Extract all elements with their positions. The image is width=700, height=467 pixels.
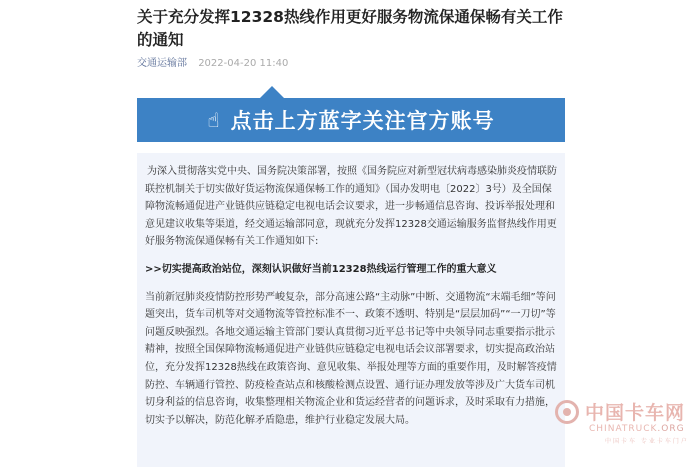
author-link[interactable]: 交通运输部 (137, 58, 187, 69)
section-heading: >>切实提高政治站位，深刻认识做好当前12328热线运行管理工作的重大意义 (145, 263, 497, 275)
up-arrow-icon (260, 86, 284, 98)
article-body (137, 153, 565, 467)
follow-banner-text: 点击上方蓝字关注官方账号 (230, 109, 495, 133)
watermark-cn-text: 中国卡车网 (585, 402, 686, 424)
pointing-hand-icon: ☝ (207, 108, 221, 132)
article-paragraph: 为深入贯彻落实党中央、国务院决策部署，按照《国务院应对新型冠状病毒感染肺炎疫情联防联控机制关于切实做好货运物流保通保畅工作的通知》（国办发明电〔2022〕3号）及全国保障物流畅通促进产业链供应链稳定电视电话会议要求，进一步畅通信息咨询、投诉举报处理和意见建议收集等渠道，经交通运输部同意，现就充分发挥12328交通运输服务监督热线作用更好服务物流保通保畅有关工作通知如下: (145, 166, 557, 248)
article-paragraph: 当前新冠肺炎疫情防控形势严峻复杂，部分高速公路“主动脉”中断、交通物流“末端毛细”等问题突出，货车司机等对交通物流等管控标准不一、政策不透明、特别是“层层加码”“一刀切”等问题反映强烈。各地交通运输主管部门要认真贯彻习近平总书记等中央领导同志重要指示批示精神，按照全国保障物流畅通促进产业链供应链稳定电视电话会议部署要求，切实提高政治站位，充分发挥12328热线在政策咨询、意见收集、举报处理等方面的重要作用，及时解答疫情防控、车辆通行管控、防疫检查站点和核酸检测点设置、通行证办理发放等涉及广大货车司机切身利益的信息咨询，收集整理相关物流企业和货运经营者的问题诉求，及时采取有力措施，切实予以解决，防范化解矛盾隐患，维护行业稳定发展大局。 (145, 291, 557, 426)
watermark-en-text: CHINATRUCK.ORG (589, 424, 685, 434)
follow-banner[interactable] (137, 98, 565, 142)
chinatruck-watermark (555, 398, 695, 448)
publish-date: 2022-04-20 11:40 (198, 58, 289, 69)
follow-banner-container (137, 86, 565, 142)
article-meta (137, 54, 288, 69)
chinatruck-logo-icon (555, 400, 579, 424)
watermark-sub-text: 中国卡车 专业卡车门户 (605, 438, 689, 445)
article-title: 关于充分发挥12328热线作用更好服务物流保通保畅有关工作的通知 (137, 8, 563, 49)
